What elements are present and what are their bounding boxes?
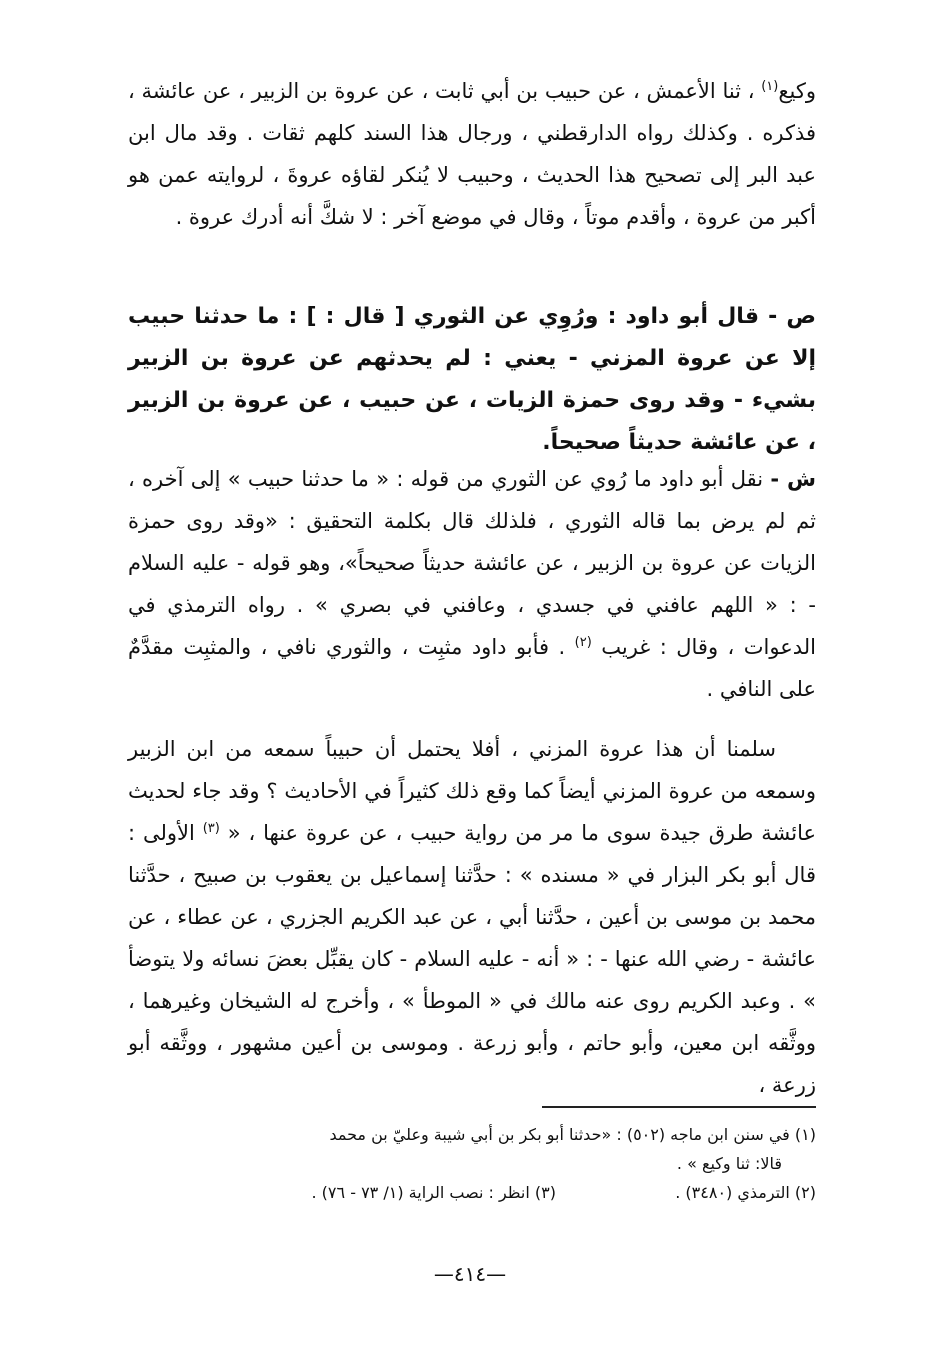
page-number: —٤١٤—	[433, 1262, 507, 1286]
footnote-separator	[542, 1106, 816, 1108]
paragraph-3-sharh	[128, 458, 816, 708]
paragraph-1-text: ، ثنا الأعمش ، عن حبيب بن أبي ثابت ، عن عروة بن الزبير ، عن عائشة ، فذكره . وكذلك رواه الدارقطني ، ورجال هذا السند كلهم ثقات . وقد مال ابن عبد البر إلى تصحيح هذا الحديث ، وحبيب لا يُنكر لقاؤه عروةَ ، لروايته عمن هو أكبر من عروة ، وأقدم موتاً ، وقال في موضع آخر : لا شكَّ أنه أدرك عروة .	[128, 79, 816, 229]
paragraph-1-lead: وكيع	[778, 79, 816, 103]
footnote-row-2-3	[128, 1178, 816, 1207]
main-text	[128, 70, 816, 1108]
footnote-1-line-1: (١) في سنن ابن ماجه (٥٠٢) : «حدثنا أبو بكر بن أبي شيبة وعليّ بن محمد	[329, 1125, 816, 1144]
paragraph-4-text-a: سلمنا أن هذا عروة المزني ، أفلا يحتمل أن حبيباً سمعه من ابن الزبير وسمعه من عروة المزني أيضاً كما وقع ذلك كثيراً في الأحاديث ؟ وقد جاء لحديث عائشة طرق جيدة سوى ما مر من رواية حبيب ، عن عروة عنها ،	[128, 737, 817, 845]
paragraph-3-lead: ش -	[770, 467, 816, 491]
footnote-3: (٣) انظر : نصب الراية (١/ ٧٣ - ٧٦) .	[311, 1183, 556, 1202]
paragraph-4-text-b: الأولى : قال أبو بكر البزار في « مسنده » : حدَّثنا إسماعيل بن يعقوب بن صبيح ، حدَّثنا محمد بن موسى بن أعين ، حدَّثنا أبي ، عن عبد الكريم الجزري ، عن عطاء ، عن عائشة - رضي الله عنها - : « أنه - عليه السلام - كان يقبِّل بعضَ نسائه ولا يتوضأ » . وعبد الكريم روى عنه مالك في « الموطأ » ، وأخرج له الشيخان وغيرهما ، ووثَّقه ابن معين، وأبو حاتم ، وأبو زرعة . وموسى بن أعين مشهور ، ووثَّقه أبو زرعة ،	[128, 821, 816, 1097]
paragraph-2-matn: ص - قال أبو داود : ورُوِي عن الثوري [ قال : ] : ما حدثنا حبيب إلا عن عروة المزني - يعني : لم يحدثهم عن عروة بن الزبير بشيء - وقد روى حمزة الزيات ، عن حبيب ، عن عروة بن الزبير ، عن عائشة حديثاً صحيحاً.	[128, 304, 816, 455]
footnotes	[128, 1120, 816, 1207]
footnote-1-line-2: قالا: ثنا وكيع » .	[676, 1154, 782, 1173]
footnote-ref-3: (٣)	[202, 821, 220, 836]
paragraph-3-text-a: نقل أبو داود ما رُوي عن الثوري من قوله : « ما حدثنا حبيب » إلى آخره ، ثم لم يرض بما قاله الثوري ، فلذلك قال بكلمة التحقيق : «وقد روى حمزة الزيات عن عروة بن الزبير ، عن عائشة حديثاً صحيحاً»، وهو قوله - عليه السلام - : « اللهم عافني في جسدي ، وعافني في بصري » . رواه الترمذي في الدعوات ، وقال : غريب	[128, 467, 816, 659]
paragraph-4: سلمنا أن هذا عروة المزني ، أفلا يحتمل أن حبيباً سمعه من ابن الزبير وسمعه من عروة المزني أيضاً كما وقع ذلك كثيراً في الأحاديث ؟ وقد جاء لحديث عائشة طرق جيدة سوى ما مر من رواية حبيب ، عن عروة عنها ، « $^{(٣)}$ الأولى : قال أبو بكر البزار في « مسنده » : حدَّثنا إسماعيل بن يعقوب بن صبيح ، حدَّثنا محمد بن موسى بن أعين ، حدَّثنا أبي ، عن عبد الكريم الجزري ، عن عطاء ، عن عائشة - رضي الله عنها - : « أنه - عليه السلام - كان يقبِّل بعضَ نسائه ولا يتوضأ » . وعبد الكريم روى عنه مالك في « الموطأ » ، وأخرج له الشيخان وغيرهما ، ووثَّقه ابن معين، وأبو حاتم ، وأبو زرعة . وموسى بن أعين مشهور ، ووثَّقه أبو زرعة ،	[128, 737, 817, 1097]
footnote-ref-2: (٢)	[574, 635, 592, 650]
paragraph-3-text-b: . فأبو داود مثبِت ، والثوري نافي ، والمثبِت مقدَّمٌ على النافي .	[128, 635, 816, 701]
paragraph-1	[128, 70, 816, 284]
footnote-2: (٢) الترمذي (٣٤٨٠) .	[675, 1183, 816, 1202]
footnote-ref-1: (١)	[761, 79, 779, 94]
